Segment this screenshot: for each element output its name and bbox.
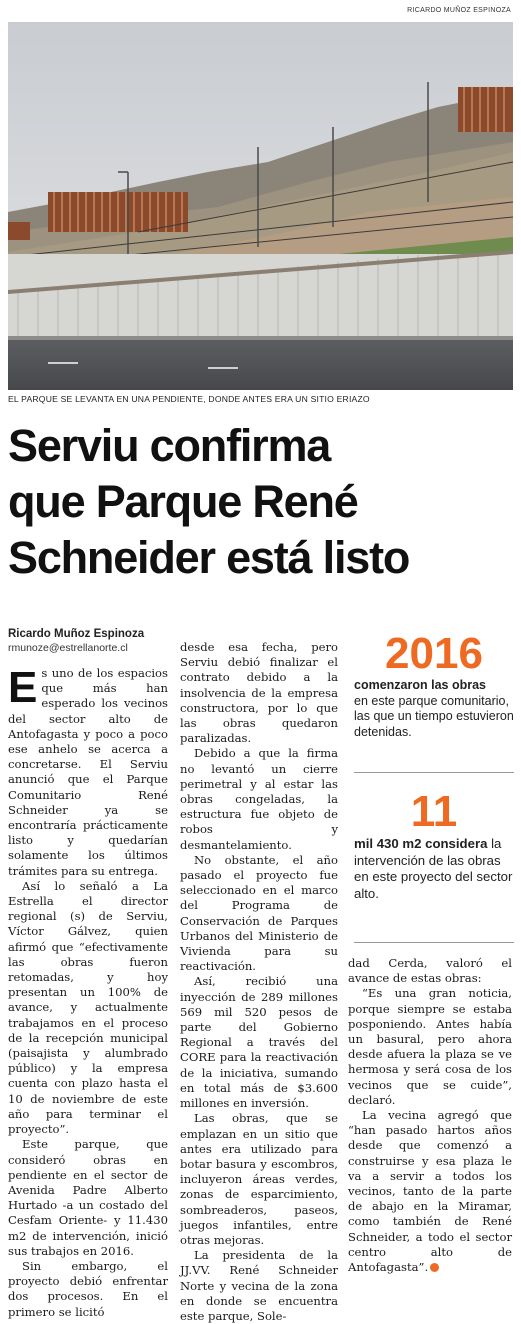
- photo-credit: RICARDO MUÑOZ ESPINOZA: [407, 7, 511, 14]
- end-mark-icon: [430, 1263, 439, 1272]
- paragraph-4: Sin embargo, el proyecto debió enfrentar dos procesos. En el primero se licitó: [8, 1258, 168, 1319]
- park-photo: [8, 22, 513, 390]
- stat-text: [354, 836, 514, 902]
- author-email: rmunoze@estrellanorte.cl: [8, 642, 128, 654]
- paragraph-11: dad Cerda, valoró el avance de estas obras:: [348, 956, 512, 986]
- article-column-3: [348, 956, 512, 1275]
- stat-box-11: [354, 788, 514, 902]
- byline: [8, 628, 144, 654]
- stat-text-bold: comenzaron las obras: [354, 678, 486, 692]
- article-headline: [8, 418, 518, 586]
- park-photo-illustration: [8, 22, 513, 390]
- stat-divider: [354, 772, 514, 773]
- paragraph-2: Así lo señaló a La Estrella el director regional (s) de Serviu, Víctor Gálvez, quien afirmó que “efectivamente las obras fueron retomadas, y hoy presentan un 100% de avance, y actualmente trabajamos en el proceso de la recepción municipal (paisajista y alumbrado público) y la empresa cuenta con plazo hasta el 10 de noviembre de este año para terminar el proyecto”.: [8, 878, 168, 1137]
- paragraph-7: No obstante, el año pasado el proyecto fue seleccionado en el marco del Programa de Conservación de Parques Urbanos del Ministerio de Vivienda para su reactivación.: [180, 852, 338, 974]
- photo-caption: EL PARQUE SE LEVANTA EN UNA PENDIENTE, DONDE ANTES ERA UN SITIO ERIAZO: [8, 394, 370, 404]
- article-column-2: [180, 640, 338, 1324]
- drop-cap: E: [8, 663, 38, 712]
- stat-divider: [354, 942, 514, 943]
- paragraph-1: [8, 663, 168, 879]
- article-column-1: [8, 663, 168, 1320]
- paragraph-6: Debido a que la firma no levantó un cierre perimetral y al estar las obras congeladas, la estructura fue objeto de robos y desmantelamiento.: [180, 746, 338, 852]
- headline-line-1: Serviu confirma: [8, 420, 331, 471]
- stat-text: [354, 678, 514, 740]
- stat-text-rest: la intervención de las obras en este proyecto del sector alto.: [354, 836, 513, 901]
- paragraph-3: Este parque, que consideró obras en pendiente en el sector de Avenida Padre Alberto Hurtado -a un costado del Cesfam Oriente- y 11.430 m2 de intervención, inició sus trabajos en 2016.: [8, 1137, 168, 1258]
- author-name: Ricardo Muñoz Espinoza: [8, 628, 145, 640]
- paragraph-10: La presidenta de la JJ.VV. René Schneider Norte y vecina de la zona en donde se encuentra este parque, Sole-: [180, 1248, 338, 1323]
- stat-text-rest: en este parque comunitario, las que un tiempo estuvieron detenidas.: [354, 693, 514, 739]
- stat-number: 2016: [385, 629, 483, 678]
- paragraph-1-text: s uno de los espacios que más han esperado los vecinos del sector alto de Antofagasta y poco a poco ese anhelo se acerca a concretarse. El Serviu anunció que el Parque Comunitario René Schneider ya se encontraría prácticamente listo y quedarían solamente los últimos trámites para su entrega.: [8, 666, 168, 878]
- stat-text-bold: mil 430 m2 considera: [354, 836, 488, 851]
- paragraph-13: [348, 1108, 512, 1275]
- stat-box-2016: [354, 630, 514, 740]
- paragraph-5: desde esa fecha, pero Serviu debió finalizar el contrato debido a la insolvencia de la empresa constructora, por lo que las obras quedaron paralizadas.: [180, 640, 338, 746]
- headline-line-2: que Parque René: [8, 476, 358, 527]
- paragraph-13-text: La vecina agregó que “han pasado hartos años desde que comenzó a construirse y esa plaza le va a servir a todos los vecinos, tanto de la parte de abajo en la Miramar, como también de René Schneider, a todo el sector centro alto de Antofagasta”.: [348, 1108, 512, 1275]
- paragraph-12: “Es una gran noticia, porque siempre se estaba posponiendo. Antes había un basural, pero ahora desde afuera la plaza se ve hermosa y será cosa de los vecinos que se cuide”, declaró.: [348, 986, 512, 1107]
- stat-number: 11: [410, 787, 458, 836]
- headline-line-3: Schneider está listo: [8, 532, 410, 583]
- paragraph-9: Las obras, que se emplazan en un sitio que antes era utilizado para botar basura y escombros, incluyeron áreas verdes, zonas de esparcimiento, sombreaderos, paseos, juegos infantiles, entre otras mejoras.: [180, 1111, 338, 1247]
- paragraph-8: Así, recibió una inyección de 289 millones 569 mil 520 pesos de parte del Gobierno Regional a través del CORE para la reactivación de la iniciativa, sumando en total más de $3.600 millones en inversión.: [180, 974, 338, 1111]
